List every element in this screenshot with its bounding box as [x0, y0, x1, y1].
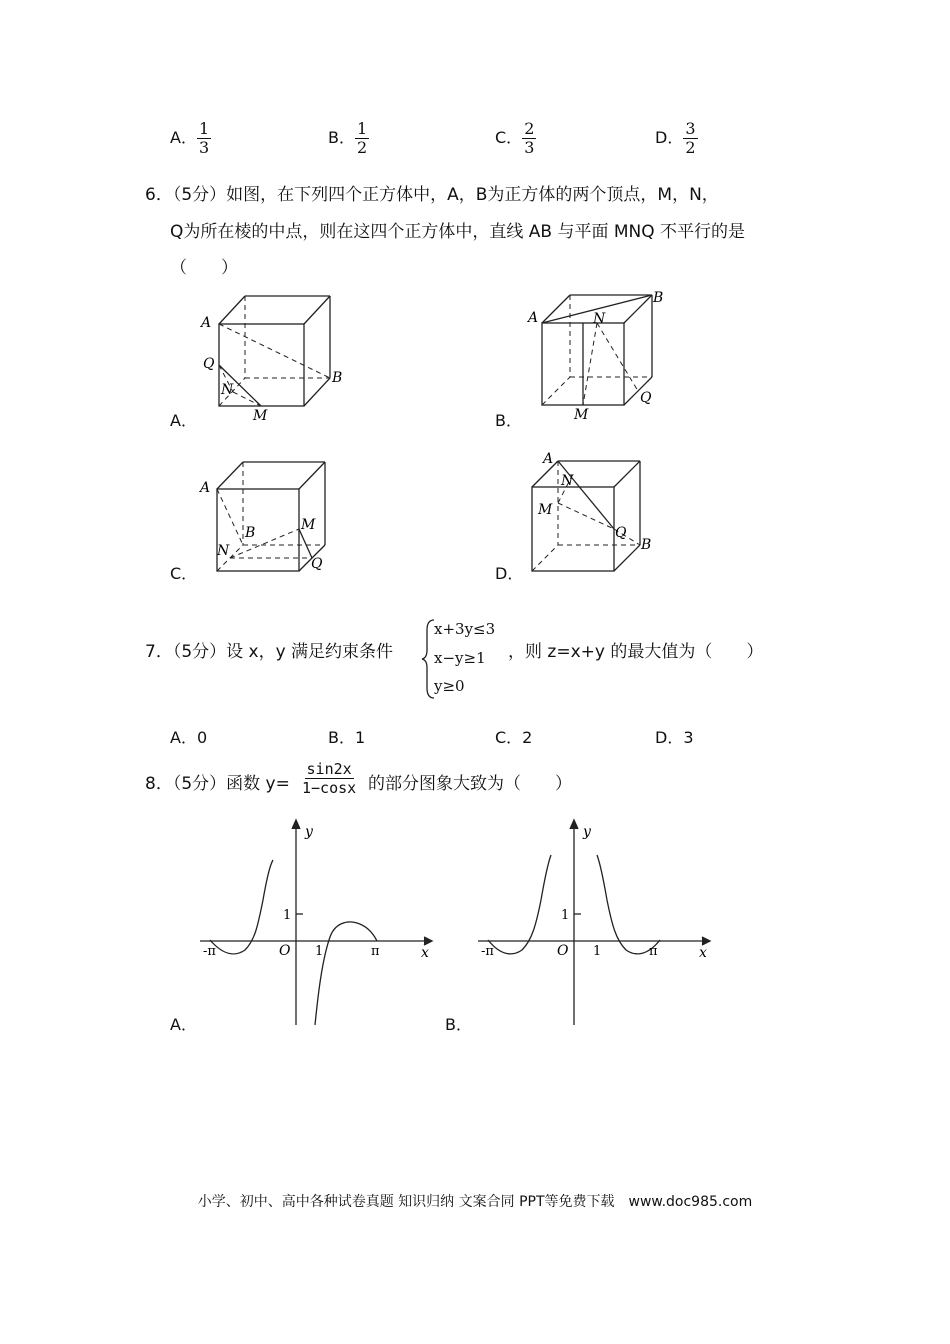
- cube-a-label-b: B: [332, 370, 343, 386]
- q7-option-d: D．3: [655, 728, 694, 747]
- q8-suffix: 的部分图象大致为（ ）: [368, 774, 572, 794]
- q5-option-b: B． $\frac{1}{2}$: [328, 119, 368, 157]
- graph-a-one-x: 1: [315, 944, 324, 959]
- cube-a-label-q: Q: [203, 356, 215, 372]
- cube-c-label-m: M: [301, 517, 316, 533]
- q7-constraint-1: x+3y≤3: [434, 620, 496, 638]
- q5-option-c: C． $\frac{2}{3}$: [495, 119, 535, 157]
- q7-option-c: C．2: [495, 728, 533, 747]
- graph-a-neg-pi: -π: [203, 944, 216, 959]
- cube-d-option: D．: [495, 564, 524, 583]
- cube-a-label-a: A: [201, 315, 212, 331]
- graph-a-pi: π: [371, 944, 380, 959]
- q7-constraint-2: x−y≥1: [434, 649, 486, 667]
- graph-b-y-label: y: [583, 824, 591, 840]
- graph-b-origin: O: [557, 943, 569, 959]
- graph-b-x-label: x: [699, 945, 707, 961]
- cube-d-label-a: A: [543, 451, 554, 467]
- q6-line3: （ ）: [170, 258, 238, 278]
- cube-figure-d: [525, 450, 685, 580]
- graph-b-option: B．: [445, 1015, 472, 1034]
- q6-line1: 6．（5分）如图，在下列四个正方体中，A，B为正方体的两个顶点，M，N，: [145, 185, 719, 205]
- graph-b-neg-pi: -π: [481, 944, 494, 959]
- cube-figure-b: [525, 285, 685, 423]
- q7-option-a: A．0: [170, 728, 208, 747]
- graph-b-one-x: 1: [593, 944, 602, 959]
- q7-option-b: B．1: [328, 728, 366, 747]
- q5-option-a: A． $\frac{1}{3}$: [170, 119, 210, 157]
- graph-b-one-y: 1: [561, 908, 570, 923]
- q8-fraction: [300, 760, 358, 797]
- graph-a-y-label: y: [305, 824, 313, 840]
- cube-a-label-n: N: [221, 382, 234, 398]
- cube-d-label-n: N: [561, 473, 574, 489]
- graph-a-x-label: x: [421, 945, 429, 961]
- graph-a-origin: O: [279, 943, 291, 959]
- q5-option-d: D． $\frac{3}{2}$: [655, 119, 696, 157]
- cube-c-label-a: A: [200, 480, 211, 496]
- q7-suffix: ，则 z=x+y 的最大值为（ ）: [508, 642, 764, 662]
- cube-b-label-b: B: [653, 290, 664, 306]
- cube-c-option: C．: [170, 564, 198, 583]
- graph-a-one-y: 1: [283, 908, 292, 923]
- cube-c-label-q: Q: [311, 556, 323, 572]
- q6-line2: Q为所在棱的中点，则在这四个正方体中，直线 AB 与平面 MNQ 不平行的是: [170, 222, 746, 242]
- graph-b-pi: π: [649, 944, 658, 959]
- graph-a-option: A．: [170, 1015, 197, 1034]
- q8-numerator: sin2x: [306, 760, 352, 778]
- q7-prefix: 7．（5分）设 x，y 满足约束条件: [145, 642, 394, 662]
- cube-b-label-m: M: [574, 407, 589, 423]
- q8-prefix: 8．（5分）函数 y=: [145, 774, 290, 794]
- cube-c-label-b: B: [245, 525, 256, 541]
- cube-b-label-a: A: [528, 310, 539, 326]
- cube-d-label-q: Q: [615, 525, 627, 541]
- page-footer: 小学、初中、高中各种试卷真题 知识归纳 文案合同 PPT等免费下载 www.doc985.com: [197, 1194, 753, 1210]
- graph-a: [195, 815, 445, 1030]
- q8-denominator: 1−cosx: [302, 779, 357, 797]
- q7-constraint-3: y≥0: [434, 677, 465, 695]
- cube-d-label-b: B: [641, 537, 652, 553]
- cube-c-label-n: N: [217, 543, 230, 559]
- cube-a-label-m: M: [253, 408, 268, 424]
- cube-b-option: B．: [495, 411, 522, 430]
- cube-a-option: A．: [170, 411, 197, 430]
- cube-b-label-q: Q: [640, 390, 652, 406]
- cube-d-label-m: M: [538, 502, 553, 518]
- graph-b: [470, 815, 720, 1030]
- cube-figure-a: [195, 290, 345, 424]
- cube-figure-c: [195, 455, 345, 585]
- cube-b-label-n: N: [593, 311, 606, 327]
